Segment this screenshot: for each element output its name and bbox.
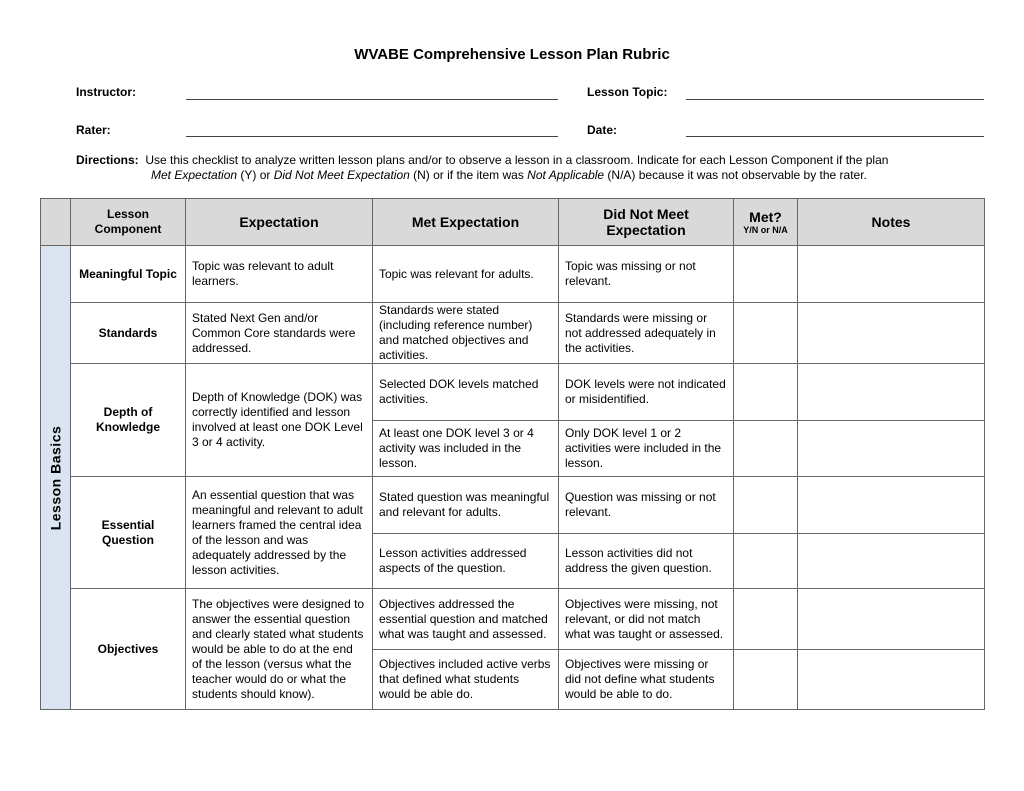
component-cell: Standards <box>71 303 186 364</box>
instructor-field[interactable] <box>186 99 558 100</box>
header-notes: Notes <box>798 199 985 246</box>
not-met-term: Did Not Meet Expectation <box>273 168 410 182</box>
notes-cell[interactable] <box>798 303 985 364</box>
table-row <box>41 364 985 421</box>
table-row <box>41 246 985 303</box>
table-row <box>41 303 985 364</box>
met-q-sub: Y/N or N/A <box>743 224 788 235</box>
notes-cell[interactable] <box>798 246 985 303</box>
not-met-cell: Standards were missing or not addressed adequately in the activities. <box>559 303 734 364</box>
component-cell: Objectives <box>71 589 186 710</box>
directions-text: Use this checklist to analyze written lesson plans and/or to observe a lesson in a classroom. Indicate for each Lesson Component if the plan <box>145 153 889 167</box>
met-q-label: Met? <box>749 208 782 225</box>
document-title: WVABE Comprehensive Lesson Plan Rubric <box>354 46 670 63</box>
header-not-met: Did Not Meet Expectation <box>559 199 734 246</box>
component-cell: Meaningful Topic <box>71 246 186 303</box>
met-cell: Objectives included active verbs that defined what students would be able do. <box>373 650 559 710</box>
table-row <box>41 589 985 650</box>
met-cell: Selected DOK levels matched activities. <box>373 364 559 421</box>
met-cell: Topic was relevant for adults. <box>373 246 559 303</box>
met-answer-cell[interactable] <box>734 650 798 710</box>
date-field[interactable] <box>686 136 984 137</box>
met-answer-cell[interactable] <box>734 364 798 421</box>
met-cell: Lesson activities addressed aspects of the question. <box>373 534 559 589</box>
notes-cell[interactable] <box>798 477 985 534</box>
met-answer-cell[interactable] <box>734 246 798 303</box>
directions-text: (N) or if the item was <box>409 168 528 182</box>
met-term: Met Expectation <box>151 168 238 182</box>
not-met-cell: Question was missing or not relevant. <box>559 477 734 534</box>
date-label: Date: <box>587 123 618 137</box>
notes-cell[interactable] <box>798 589 985 650</box>
met-answer-cell[interactable] <box>734 534 798 589</box>
header-expectation: Expectation <box>186 199 373 246</box>
header-row <box>41 199 985 246</box>
met-answer-cell[interactable] <box>734 421 798 477</box>
header-met: Met Expectation <box>373 199 559 246</box>
rubric-table <box>40 198 985 710</box>
not-met-cell: Only DOK level 1 or 2 activities were included in the lesson. <box>559 421 734 477</box>
met-cell: Objectives addressed the essential question and matched what was taught and assessed. <box>373 589 559 650</box>
not-met-cell: Lesson activities did not address the given question. <box>559 534 734 589</box>
met-cell: Stated question was meaningful and relevant for adults. <box>373 477 559 534</box>
instructor-label: Instructor: <box>76 85 136 99</box>
expectation-cell: Topic was relevant to adult learners. <box>186 246 373 303</box>
header-blank <box>41 199 71 246</box>
component-cell: Essential Question <box>71 477 186 589</box>
lesson-topic-label: Lesson Topic: <box>587 85 668 99</box>
not-met-cell: Objectives were missing, not relevant, or did not match what was taught or assessed. <box>559 589 734 650</box>
not-met-cell: DOK levels were not indicated or misidentified. <box>559 364 734 421</box>
directions-text: (N/A) because it was not observable by the rater. <box>604 168 867 182</box>
directions-label: Directions: <box>76 153 139 167</box>
met-cell: Standards were stated (including reference number) and matched objectives and activities. <box>373 303 559 364</box>
notes-cell[interactable] <box>798 534 985 589</box>
expectation-cell: The objectives were designed to answer the essential question and clearly stated what students would be able to do at the end of the lesson (versus what the teacher would do or what the students should know). <box>186 589 373 710</box>
expectation-cell: An essential question that was meaningful and relevant to adult learners framed the central idea of the lesson and was adequately addressed by the lesson activities. <box>186 477 373 589</box>
not-met-cell: Topic was missing or not relevant. <box>559 246 734 303</box>
notes-cell[interactable] <box>798 364 985 421</box>
header-component: Lesson Component <box>71 199 186 246</box>
expectation-cell: Stated Next Gen and/or Common Core standards were addressed. <box>186 303 373 364</box>
table-row <box>41 477 985 534</box>
met-answer-cell[interactable] <box>734 477 798 534</box>
lesson-topic-field[interactable] <box>686 99 984 100</box>
section-text: Lesson Basics <box>47 425 63 530</box>
notes-cell[interactable] <box>798 421 985 477</box>
notes-cell[interactable] <box>798 650 985 710</box>
met-answer-cell[interactable] <box>734 589 798 650</box>
header-met-q <box>734 199 798 246</box>
component-cell: Depth of Knowledge <box>71 364 186 477</box>
rater-label: Rater: <box>76 123 111 137</box>
directions <box>76 153 976 183</box>
section-label <box>41 246 71 710</box>
expectation-cell: Depth of Knowledge (DOK) was correctly identified and lesson involved at least one DOK Level 3 or 4 activity. <box>186 364 373 477</box>
na-term: Not Applicable <box>527 168 605 182</box>
rater-field[interactable] <box>186 136 558 137</box>
not-met-cell: Objectives were missing or did not define what students would be able to do. <box>559 650 734 710</box>
directions-text: (Y) or <box>237 168 274 182</box>
met-answer-cell[interactable] <box>734 303 798 364</box>
met-cell: At least one DOK level 3 or 4 activity was included in the lesson. <box>373 421 559 477</box>
